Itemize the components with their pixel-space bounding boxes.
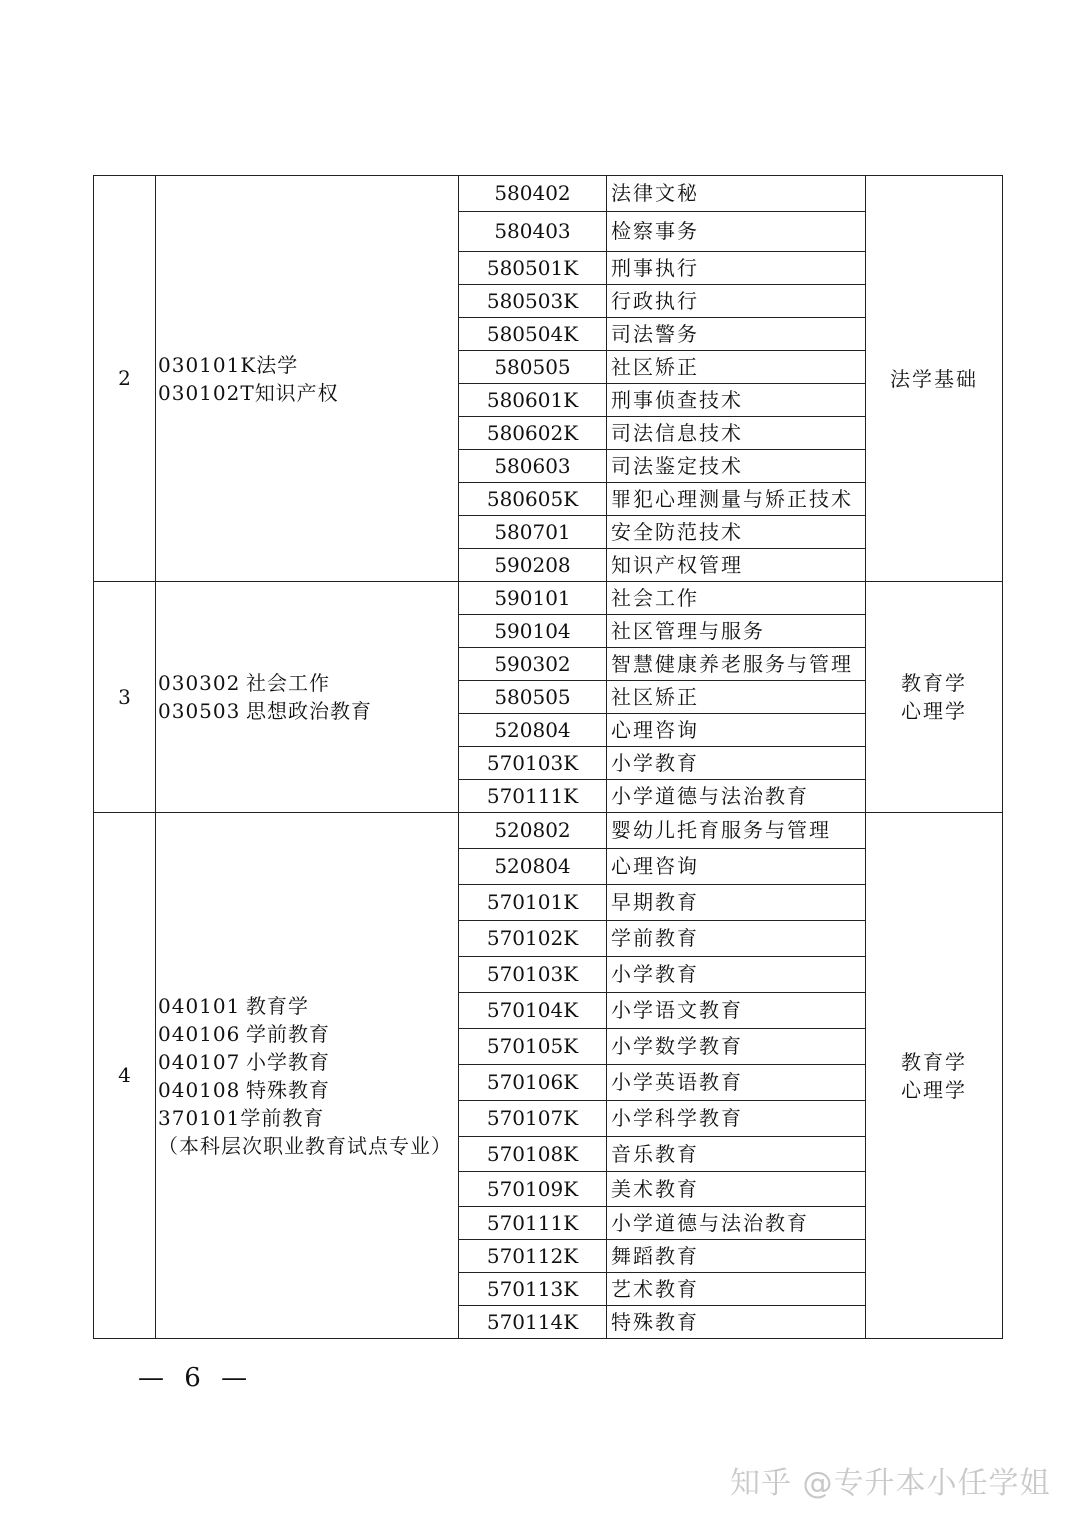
college-major-code: 590208 [459, 549, 607, 582]
college-major-code: 570113K [459, 1273, 607, 1306]
major-note: （本科层次职业教育试点专业） [158, 1133, 452, 1158]
college-major-code: 580701 [459, 516, 607, 549]
college-major-name: 婴幼儿托育服务与管理 [607, 813, 866, 849]
exam-subject: 教育学 [901, 671, 967, 695]
table-row [94, 176, 1003, 212]
college-major-code: 570103K [459, 957, 607, 993]
college-major-code: 570104K [459, 993, 607, 1029]
college-major-code: 580402 [459, 176, 607, 212]
college-major-code: 520804 [459, 714, 607, 747]
table-body [94, 176, 1003, 1339]
exam-subject: 心理学 [901, 1077, 967, 1102]
major-entry [158, 1048, 458, 1076]
page-number: — 6 — [138, 1363, 254, 1393]
college-major-name: 小学道德与法治教育 [607, 1207, 866, 1240]
college-major-code: 580501K [459, 252, 607, 285]
college-major-name: 小学教育 [607, 957, 866, 993]
undergraduate-majors [156, 176, 459, 582]
college-major-code: 570108K [459, 1137, 607, 1172]
college-major-code: 590104 [459, 615, 607, 648]
college-major-code: 580605K [459, 483, 607, 516]
college-major-code: 570105K [459, 1029, 607, 1065]
college-major-name: 社区矫正 [607, 351, 866, 384]
college-major-code: 570111K [459, 780, 607, 813]
major-name: 法学 [256, 352, 299, 377]
college-major-name: 特殊教育 [607, 1306, 866, 1339]
college-major-name: 法律文秘 [607, 176, 866, 212]
college-major-name: 小学教育 [607, 747, 866, 780]
major-mapping-table [93, 175, 1003, 1339]
college-major-name: 社会工作 [607, 582, 866, 615]
college-major-name: 音乐教育 [607, 1137, 866, 1172]
watermark: 知乎 @专升本小任学姐 [730, 1466, 1051, 1501]
college-major-name: 司法信息技术 [607, 417, 866, 450]
major-entry [158, 1076, 458, 1104]
table-row [94, 813, 1003, 849]
exam-subjects [866, 582, 1003, 813]
table-row [94, 582, 1003, 615]
major-code: 030101K [158, 352, 257, 377]
college-major-name: 小学道德与法治教育 [607, 780, 866, 813]
college-major-name: 小学数学教育 [607, 1029, 866, 1065]
major-code: 030503 [158, 699, 241, 723]
major-code: 040108 [158, 1077, 241, 1102]
college-major-code: 570106K [459, 1065, 607, 1101]
college-major-code: 570102K [459, 921, 607, 957]
group-index: 3 [94, 582, 156, 813]
group-index: 4 [94, 813, 156, 1339]
major-name: 特殊教育 [246, 1077, 330, 1102]
major-code: 030102T [158, 380, 255, 405]
college-major-code: 520802 [459, 813, 607, 849]
college-major-name: 安全防范技术 [607, 516, 866, 549]
college-major-name: 舞蹈教育 [607, 1240, 866, 1273]
college-major-code: 580504K [459, 318, 607, 351]
exam-subjects [866, 176, 1003, 582]
major-entry [158, 351, 458, 379]
major-entry [158, 697, 458, 725]
college-major-code: 570114K [459, 1306, 607, 1339]
college-major-name: 知识产权管理 [607, 549, 866, 582]
exam-subject: 教育学 [901, 1049, 967, 1074]
college-major-code: 580603 [459, 450, 607, 483]
major-entry [158, 1104, 458, 1132]
exam-subject: 心理学 [901, 699, 967, 723]
major-name: 小学教育 [246, 1049, 330, 1074]
college-major-code: 570107K [459, 1101, 607, 1137]
college-major-name: 早期教育 [607, 885, 866, 921]
college-major-code: 580503K [459, 285, 607, 318]
college-major-name: 心理咨询 [607, 849, 866, 885]
major-code: 370101 [158, 1105, 241, 1130]
college-major-code: 570111K [459, 1207, 607, 1240]
major-code: 040106 [158, 1021, 241, 1046]
college-major-code: 570103K [459, 747, 607, 780]
college-major-name: 艺术教育 [607, 1273, 866, 1306]
college-major-name: 小学科学教育 [607, 1101, 866, 1137]
college-major-name: 罪犯心理测量与矫正技术 [607, 483, 866, 516]
major-name: 教育学 [246, 993, 309, 1018]
college-major-name: 学前教育 [607, 921, 866, 957]
group-index: 2 [94, 176, 156, 582]
major-code: 030302 [158, 671, 241, 695]
college-major-name: 美术教育 [607, 1172, 866, 1207]
major-name: 社会工作 [246, 671, 330, 695]
college-major-name: 智慧健康养老服务与管理 [607, 648, 866, 681]
college-major-code: 570101K [459, 885, 607, 921]
major-name: 思想政治教育 [246, 699, 372, 723]
college-major-name: 刑事侦查技术 [607, 384, 866, 417]
major-name: 知识产权 [254, 380, 339, 405]
major-entry [158, 379, 458, 407]
major-entry [158, 1020, 458, 1048]
college-major-code: 580601K [459, 384, 607, 417]
undergraduate-majors [156, 582, 459, 813]
major-code: 040101 [158, 993, 241, 1018]
exam-subject: 法学基础 [890, 366, 978, 391]
college-major-name: 社区管理与服务 [607, 615, 866, 648]
college-major-code: 580403 [459, 212, 607, 252]
college-major-code: 580602K [459, 417, 607, 450]
college-major-name: 心理咨询 [607, 714, 866, 747]
college-major-name: 司法鉴定技术 [607, 450, 866, 483]
college-major-code: 590101 [459, 582, 607, 615]
college-major-code: 580505 [459, 351, 607, 384]
college-major-name: 小学英语教育 [607, 1065, 866, 1101]
exam-subjects [866, 813, 1003, 1339]
college-major-code: 520804 [459, 849, 607, 885]
college-major-code: 570112K [459, 1240, 607, 1273]
major-name: 学前教育 [240, 1105, 325, 1130]
college-major-name: 检察事务 [607, 212, 866, 252]
college-major-name: 社区矫正 [607, 681, 866, 714]
undergraduate-majors [156, 813, 459, 1339]
major-entry [158, 992, 458, 1020]
major-code: 040107 [158, 1049, 241, 1074]
major-name: 学前教育 [246, 1021, 330, 1046]
college-major-name: 司法警务 [607, 318, 866, 351]
college-major-name: 行政执行 [607, 285, 866, 318]
college-major-code: 590302 [459, 648, 607, 681]
major-entry [158, 669, 458, 697]
college-major-name: 刑事执行 [607, 252, 866, 285]
college-major-name: 小学语文教育 [607, 993, 866, 1029]
college-major-code: 570109K [459, 1172, 607, 1207]
college-major-code: 580505 [459, 681, 607, 714]
